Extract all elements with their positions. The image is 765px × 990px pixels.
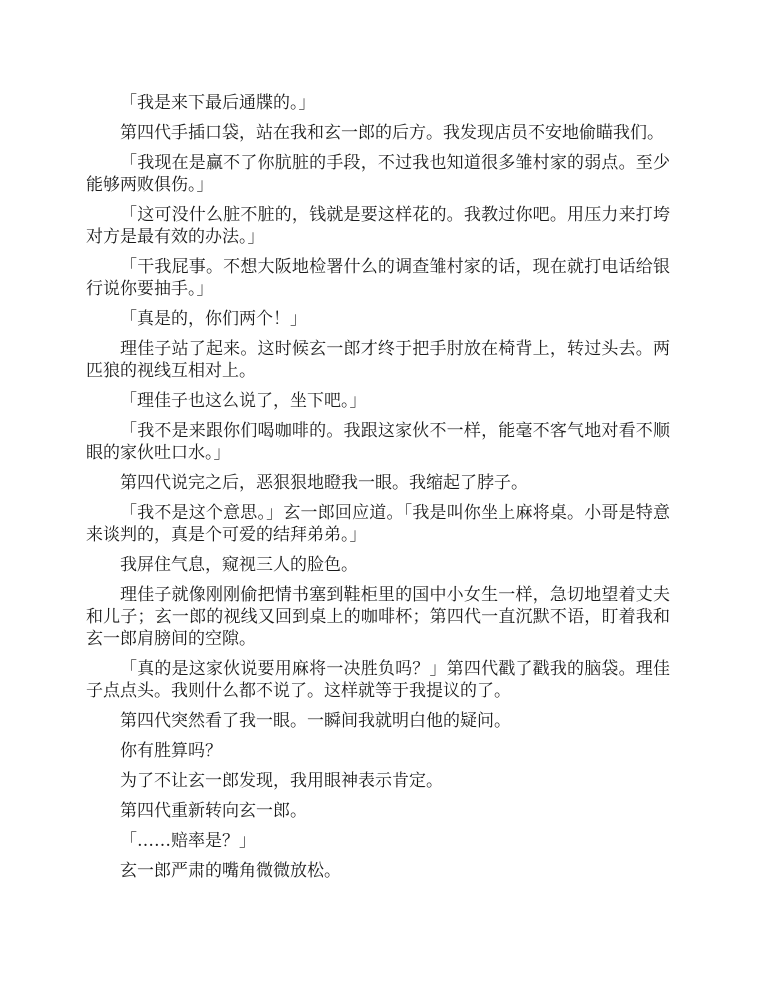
paragraph: 「真是的，你们两个！」 [120,309,307,329]
paragraph: 第四代手插口袋，站在我和玄一郎的后方。我发现店员不安地偷瞄我们。 [120,123,664,143]
paragraph: 「这可没什么脏不脏的，钱就是要这样花的。我教过你吧。用压力来打垮对方是最有效的办法。」 [86,205,670,247]
paragraph: 玄一郎严肃的嘴角微微放松。 [120,861,341,881]
paragraph: 「干我屁事。不想大阪地检署什么的调查雏村家的话，现在就打电话给银行说你要抽手。」 [86,257,670,299]
paragraph: 「真的是这家伙说要用麻将一决胜负吗？」第四代戳了戳我的脑袋。理佳子点点头。我则什么都不说了。这样就等于我提议的了。 [86,659,670,701]
paragraph: 我屏住气息，窥视三人的脸色。 [120,555,358,575]
paragraph: 「我不是这个意思。」玄一郎回应道。「我是叫你坐上麻将桌。小哥是特意来谈判的，真是个可爱的结拜弟弟。」 [86,503,670,545]
paragraph: 「我是来下最后通牒的。」 [120,93,316,113]
paragraph: 「我不是来跟你们喝咖啡的。我跟这家伙不一样，能毫不客气地对看不顺眼的家伙吐口水。」 [86,421,670,463]
paragraph: 为了不让玄一郎发现，我用眼神表示肯定。 [120,771,443,791]
paragraph: 「……赔率是？」 [120,831,256,851]
paragraph: 第四代突然看了我一眼。一瞬间我就明白他的疑问。 [120,711,511,731]
paragraph: 理佳子就像刚刚偷把情书塞到鞋柜里的国中小女生一样，急切地望着丈夫和儿子；玄一郎的视线又回到桌上的咖啡杯；第四代一直沉默不语，盯着我和玄一郎肩膀间的空隙。 [86,585,670,649]
paragraph: 理佳子站了起来。这时候玄一郎才终于把手肘放在椅背上，转过头去。两匹狼的视线互相对上。 [86,339,670,381]
paragraph: 第四代重新转向玄一郎。 [120,801,307,821]
paragraph: 你有胜算吗？ [120,741,222,761]
paragraph: 「我现在是赢不了你肮脏的手段，不过我也知道很多雏村家的弱点。至少能够两败俱伤。」 [86,153,670,195]
document-body [86,92,670,890]
paragraph: 「理佳子也这么说了，坐下吧。」 [120,391,367,411]
paragraph: 第四代说完之后，恶狠狠地瞪我一眼。我缩起了脖子。 [120,473,528,493]
